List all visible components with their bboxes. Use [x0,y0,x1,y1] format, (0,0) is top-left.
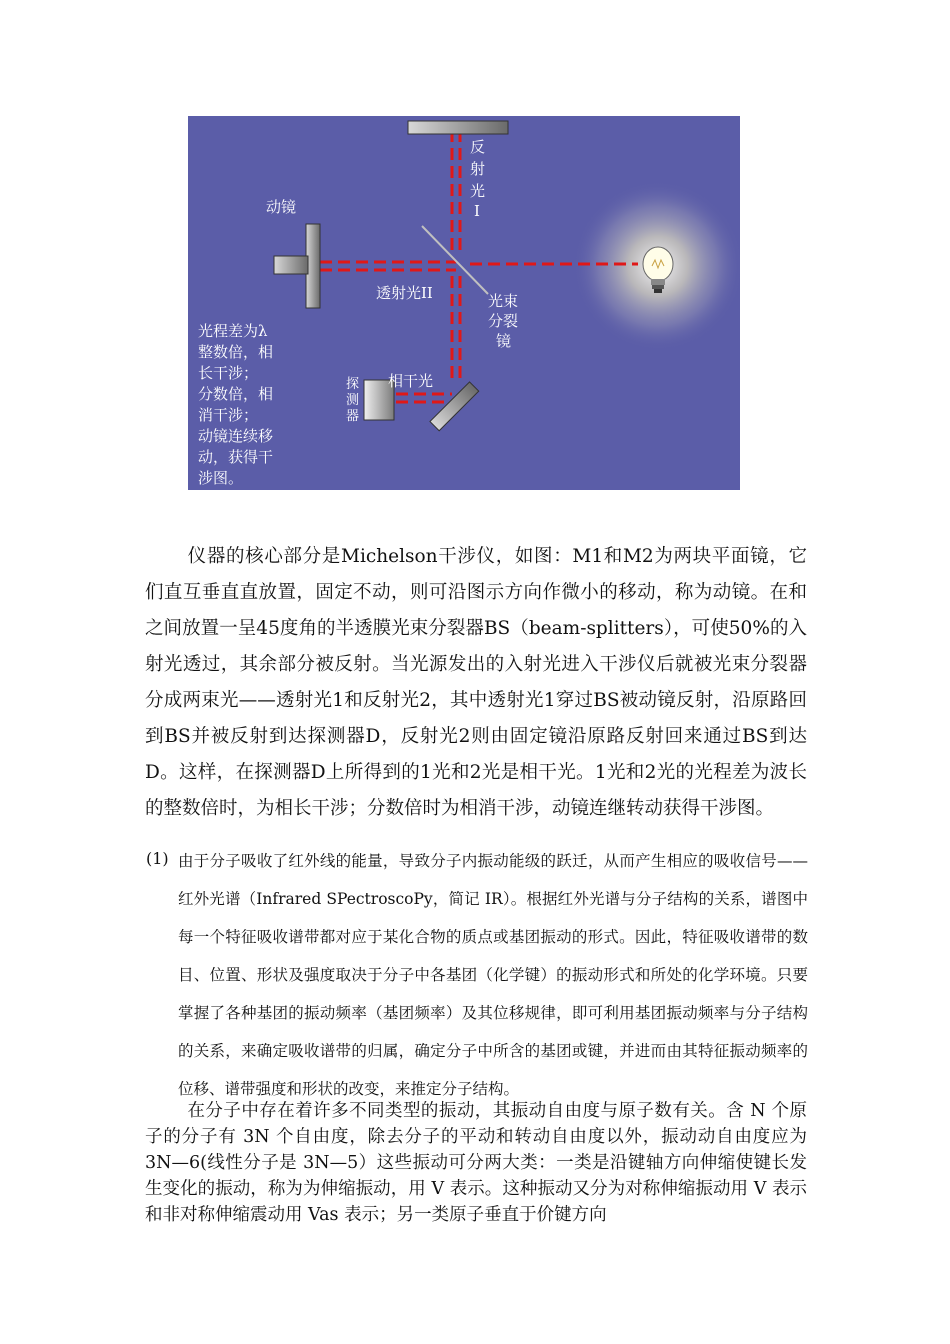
transmitted-label: 透射光II [376,284,433,302]
paragraph-michelson-text: 仪器的核心部分是Michelson干涉仪，如图：M1和M2为两块平面镜，它们直互垂直直放置，固定不动，则可沿图示方向作微小的移动，称为动镜。在和之间放置一呈45度角的半透膜光束分裂器BS（beam-splitters），可使50%的入射光透过，其余部分被反射。当光源发出的入射光进入干涉仪后就被光束分裂器分成两束光——透射光1和反射光2，其中透射光1穿过BS被动镜反射，沿原路回到BS并被反射到达探测器D，反射光2则由固定镜沿原路反射回来通过BS到达D。这样，在探测器D上所得到的1光和2光是相干光。1光和2光的光程差为波长的整数倍时，为相长干涉；分数倍时为相消干涉，动镜连继转动获得干涉图。 [145,546,807,819]
note-line-2: 整数倍，相 [198,343,274,361]
splitter-label-1: 光束 [488,292,519,310]
paragraph-vibration [145,1098,807,1228]
splitter-label-2: 分裂 [488,312,519,330]
paragraph-vibration-text: 在分子中存在着许多不同类型的振动，其振动自由度与原子数有关。含 N 个原子的分子有 3N 个自由度，除去分子的平动和转动自由度以外，振动动自由度应为 3N—6(线性分子是 3N—5）这些振动可分两大类：一类是沿键轴方向伸缩使键长发生变化的振动，称为为伸缩振动，用 V 表示。这种振动又分为对称伸缩振动用 V 表示和非对称伸缩震动用 Vas 表示；另一类原子垂直于价键方向 [145,1101,807,1225]
michelson-interferometer-figure [188,116,740,490]
paragraph-infrared [178,842,808,1108]
moving-mirror-label: 动镜 [266,198,297,216]
coherent-label: 相干光 [388,372,434,390]
paragraph-infrared-text: 由于分子吸收了红外线的能量，导致分子内振动能级的跃迁，从而产生相应的吸收信号——红外光谱（Infrared SPectroscoPy，简记 IR）。根据红外光谱与分子结构的关系，谱图中每一个特征吸收谱带都对应于某化合物的质点或基团振动的形式。因此，特征吸收谱带的数目、位置、形状及强度取决于分子中各基团（化学键）的振动形式和所处的化学环境。只要掌握了各种基团的振动频率（基团频率）及其位移规律，即可利用基团振动频率与分子结构的关系，来确定吸收谱带的归属，确定分子中所含的基团或键，并进而由其特征振动频率的位移、谱带强度和形状的改变，来推定分子结构。 [178,852,808,1098]
splitter-label-3: 镜 [496,332,512,350]
fixed-mirror [408,121,508,134]
reflected-label-3: 光 [470,182,486,200]
interferometer-diagram [188,116,740,490]
detector-label-2: 测 [346,393,360,408]
note-line-5: 消干涉； [198,406,259,424]
list-marker: (1) [146,849,169,868]
note-line-3: 长干涉； [198,364,259,382]
note-line-7: 动，获得干 [198,448,274,466]
reflected-label-4: I [474,202,480,220]
paragraph-michelson [145,539,807,827]
note-line-6: 动镜连续移 [198,427,274,445]
note-line-8: 涉图。 [198,469,244,487]
note-line-4: 分数倍，相 [198,385,274,403]
detector-label-3: 器 [346,409,360,424]
reflected-label-1: 反 [470,138,486,156]
note-line-1: 光程差为λ [198,322,268,340]
reflected-label-2: 射 [470,160,486,178]
detector-label-1: 探 [346,377,360,392]
